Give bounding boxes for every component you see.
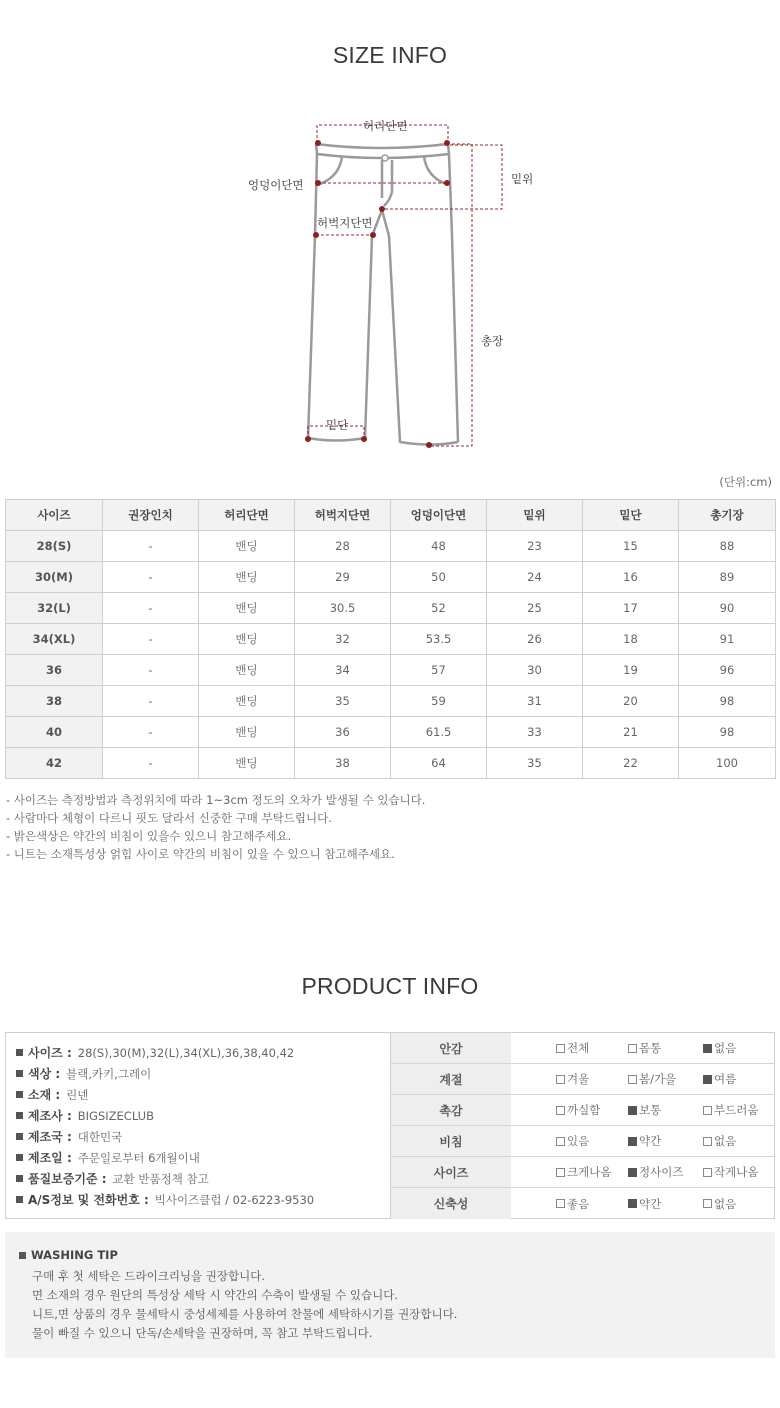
header-cell: 허리단면 [199,500,295,531]
product-info-value: 린넨 [66,1087,89,1102]
option-label: 없음 [714,1134,737,1148]
label-thigh: 허벅지단면 [317,216,373,230]
value-cell: 밴딩 [199,593,295,624]
value-cell: 26 [487,624,583,655]
square-bullet-icon [16,1133,23,1140]
option-label: 봄/가을 [639,1072,677,1086]
label-length: 총장 [481,334,504,348]
size-notes [6,791,425,863]
size-row [6,531,776,562]
option-label: 크게나옴 [567,1165,612,1179]
characteristic-row [391,1064,774,1095]
value-cell: 밴딩 [199,748,295,779]
characteristic-option [628,1196,661,1212]
square-bullet-icon [16,1196,23,1203]
product-info-box [5,1032,775,1219]
value-cell: 33 [487,717,583,748]
value-cell: 91 [679,624,776,655]
pants-illustration [230,110,550,455]
washing-tip-heading [19,1248,775,1262]
value-cell: 50 [391,562,487,593]
empty-box-icon [703,1106,712,1115]
size-info-title: SIZE INFO [332,42,448,68]
characteristic-option [628,1133,661,1149]
value-cell: 22 [583,748,679,779]
characteristic-option [628,1164,683,1180]
product-info-row [16,1126,390,1147]
square-bullet-icon [16,1049,23,1056]
characteristic-label: 안감 [391,1033,511,1063]
size-row [6,624,776,655]
value-cell: 64 [391,748,487,779]
characteristic-label: 촉감 [391,1095,511,1125]
value-cell: 30 [487,655,583,686]
value-cell: 밴딩 [199,624,295,655]
option-label: 까실함 [567,1103,601,1117]
value-cell: 29 [295,562,391,593]
characteristic-option [703,1040,736,1056]
size-row [6,655,776,686]
note-line: - 니트는 소재특성상 얽힘 사이로 약간의 비침이 있을 수 있으니 참고해주세요. [6,847,395,861]
square-bullet-icon [16,1091,23,1098]
empty-box-icon [556,1044,565,1053]
label-waist: 허리단면 [363,119,408,133]
value-cell: - [103,717,199,748]
characteristic-label: 신축성 [391,1188,511,1219]
square-bullet-icon [16,1154,23,1161]
product-info-row [16,1189,390,1210]
size-row [6,717,776,748]
square-bullet-icon [16,1070,23,1077]
option-label: 약간 [639,1196,662,1211]
product-info-key: 색상 : [28,1067,61,1081]
size-row [6,593,776,624]
value-cell: 38 [295,748,391,779]
washing-line: 구매 후 첫 세탁은 드라이크리닝을 권장합니다. [32,1269,266,1283]
value-cell: 밴딩 [199,686,295,717]
value-cell: 18 [583,624,679,655]
option-label: 부드러움 [714,1103,759,1117]
option-label: 있음 [567,1134,590,1148]
value-cell: 밴딩 [199,655,295,686]
size-row [6,748,776,779]
value-cell: 36 [295,717,391,748]
characteristic-option [628,1102,661,1118]
option-label: 여름 [714,1072,737,1086]
value-cell: 31 [487,686,583,717]
characteristic-label: 사이즈 [391,1157,511,1187]
characteristic-option [556,1071,589,1087]
product-info-value: 대한민국 [77,1129,123,1144]
option-label: 정사이즈 [639,1165,684,1179]
value-cell: 61.5 [391,717,487,748]
value-cell: 35 [295,686,391,717]
size-table-header [6,500,776,531]
header-cell: 권장인치 [103,500,199,531]
empty-box-icon [556,1137,565,1146]
characteristic-row [391,1033,774,1064]
pants-measurement-diagram [230,110,550,455]
option-label: 보통 [639,1103,662,1117]
size-cell: 32(L) [6,593,103,624]
characteristic-row [391,1095,774,1126]
value-cell: - [103,531,199,562]
value-cell: 89 [679,562,776,593]
option-label: 없음 [714,1196,737,1211]
value-cell: 30.5 [295,593,391,624]
characteristic-option [628,1040,661,1056]
value-cell: 25 [487,593,583,624]
product-info-key: 소재 : [28,1088,61,1102]
value-cell: 20 [583,686,679,717]
label-hip: 엉덩이단면 [248,178,304,192]
header-cell: 총기장 [679,500,776,531]
square-bullet-icon [16,1112,23,1119]
value-cell: 88 [679,531,776,562]
value-cell: - [103,562,199,593]
size-cell: 38 [6,686,103,717]
size-cell: 30(M) [6,562,103,593]
value-cell: - [103,624,199,655]
empty-box-icon [628,1044,637,1053]
empty-box-icon [703,1137,712,1146]
option-label: 전체 [567,1041,590,1055]
product-info-row [16,1063,390,1084]
product-info-row [16,1105,390,1126]
value-cell: 52 [391,593,487,624]
size-table [5,499,776,779]
value-cell: 35 [487,748,583,779]
empty-box-icon [556,1199,565,1208]
empty-box-icon [556,1168,565,1177]
value-cell: - [103,686,199,717]
note-line: - 사람마다 체형이 다르니 핏도 달라서 신중한 구매 부탁드립니다. [6,811,332,825]
characteristic-option [556,1164,611,1180]
checked-box-icon [703,1044,712,1053]
checked-box-icon [703,1075,712,1084]
characteristic-row [391,1188,774,1219]
label-rise: 밑위 [511,172,534,186]
washing-tip-title: WASHING TIP [31,1248,118,1262]
product-info-value: 빅사이즈클럽 / 02-6223-9530 [154,1192,315,1207]
option-label: 없음 [714,1041,737,1055]
empty-box-icon [703,1168,712,1177]
value-cell: 밴딩 [199,531,295,562]
option-label: 몸통 [639,1041,662,1055]
empty-box-icon [628,1075,637,1084]
product-info-list [6,1033,391,1218]
value-cell: 48 [391,531,487,562]
value-cell: 90 [679,593,776,624]
value-cell: 밴딩 [199,717,295,748]
size-cell: 28(S) [6,531,103,562]
product-info-row [16,1168,390,1189]
empty-box-icon [556,1106,565,1115]
square-bullet-icon [19,1252,26,1259]
characteristic-option [703,1071,736,1087]
value-cell: 21 [583,717,679,748]
unit-label: (단위:cm) [719,475,772,489]
value-cell: 16 [583,562,679,593]
product-info-row [16,1147,390,1168]
size-row [6,562,776,593]
header-cell: 사이즈 [6,500,103,531]
product-info-value: 블랙,카키,그레이 [66,1066,152,1081]
characteristic-option [556,1133,589,1149]
value-cell: 98 [679,717,776,748]
header-cell: 허벅지단면 [295,500,391,531]
size-row [6,686,776,717]
size-cell: 40 [6,717,103,748]
characteristic-option [703,1133,736,1149]
value-cell: 28 [295,531,391,562]
product-info-key: 품질보증기준 : [28,1172,107,1186]
characteristic-label: 계절 [391,1064,511,1094]
option-label: 작게나옴 [714,1165,759,1179]
square-bullet-icon [16,1175,23,1182]
value-cell: 24 [487,562,583,593]
characteristic-option [556,1040,589,1056]
product-info-value: BIGSIZECLUB [77,1108,154,1123]
product-info-key: 사이즈 : [28,1046,72,1060]
value-cell: 15 [583,531,679,562]
checked-box-icon [628,1106,637,1115]
characteristic-option [703,1196,736,1212]
empty-box-icon [703,1199,712,1208]
size-cell: 42 [6,748,103,779]
value-cell: 59 [391,686,487,717]
washing-tip-box [5,1232,775,1358]
value-cell: 밴딩 [199,562,295,593]
checked-box-icon [628,1168,637,1177]
product-info-key: 제조사 : [28,1109,72,1123]
option-label: 약간 [639,1134,662,1148]
value-cell: 23 [487,531,583,562]
header-cell: 밑단 [583,500,679,531]
note-line: - 사이즈는 측정방법과 측정위치에 따라 1~3cm 정도의 오차가 발생될 수 있습니다. [6,793,426,807]
value-cell: - [103,655,199,686]
washing-line: 니트,면 상품의 경우 물세탁시 중성세제를 사용하여 찬물에 세탁하시기를 권장합니다. [32,1307,458,1321]
characteristic-row [391,1157,774,1188]
product-info-value: 28(S),30(M),32(L),34(XL),36,38,40,42 [77,1045,295,1060]
characteristic-option [703,1102,758,1118]
product-info-value: 교환 반품정책 참고 [112,1171,209,1186]
size-cell: 36 [6,655,103,686]
characteristic-option [628,1071,676,1087]
value-cell: 98 [679,686,776,717]
product-info-key: 제조일 : [28,1151,72,1165]
characteristic-option [556,1196,589,1212]
characteristic-row [391,1126,774,1157]
value-cell: 100 [679,748,776,779]
label-hem: 밑단 [326,418,349,432]
washing-line: 물이 빠질 수 있으니 단독/손세탁을 권장하며, 꼭 참고 부탁드립니다. [32,1326,373,1340]
note-line: - 밝은색상은 약간의 비침이 있을수 있으니 참고해주세요. [6,829,292,843]
checked-box-icon [628,1199,637,1208]
product-info-key: A/S정보 및 전화번호 : [28,1193,149,1207]
value-cell: 53.5 [391,624,487,655]
characteristic-option [703,1164,758,1180]
product-info-value: 주문일로부터 6개월이내 [77,1150,200,1165]
value-cell: - [103,748,199,779]
value-cell: 57 [391,655,487,686]
washing-line: 면 소재의 경우 원단의 특성상 세탁 시 약간의 수축이 발생될 수 있습니다. [32,1288,399,1302]
characteristic-label: 비침 [391,1126,511,1156]
empty-box-icon [556,1075,565,1084]
header-cell: 엉덩이단면 [391,500,487,531]
characteristics-table [391,1033,774,1218]
product-info-title: PRODUCT INFO [301,973,479,999]
size-cell: 34(XL) [6,624,103,655]
value-cell: 34 [295,655,391,686]
product-info-row [16,1042,390,1063]
value-cell: 32 [295,624,391,655]
checked-box-icon [628,1137,637,1146]
characteristic-option [556,1102,600,1118]
product-info-row [16,1084,390,1105]
option-label: 좋음 [567,1196,590,1211]
value-cell: 96 [679,655,776,686]
product-info-key: 제조국 : [28,1130,72,1144]
value-cell: - [103,593,199,624]
option-label: 겨울 [567,1072,590,1086]
value-cell: 19 [583,655,679,686]
header-cell: 밑위 [487,500,583,531]
value-cell: 17 [583,593,679,624]
